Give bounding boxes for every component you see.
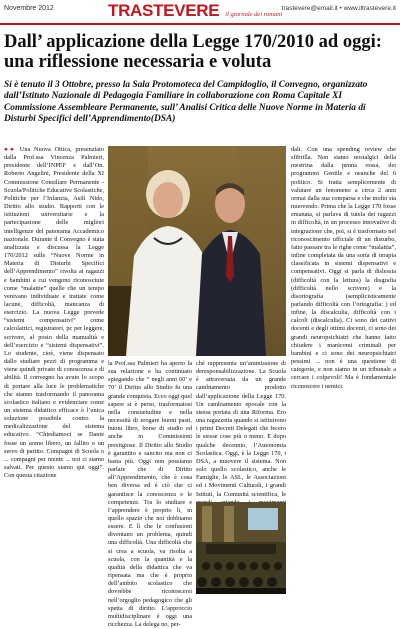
page-header (0, 0, 400, 26)
contact-info: trastevere@email.it • www.iltrastevere.it (281, 5, 396, 12)
article-headline: Dall’ applicazione della Legge 170/2010 ad oggi: una riflessione necessaria e voluta (4, 32, 382, 72)
masthead (108, 1, 282, 21)
header-rule (0, 23, 400, 25)
column-1-text: Una Nuova Ottica, presenziato dalla Prof.ssa Vincenza Palmieri, presidente dell’INPEF e dall’On. Roberto Angelini, Presidente della XI Commissione Consiliare Permanente - Scuola/Politiche Educative Scolastiche, Politiche per l’Infanzia, Asili Nido, Diritto allo studio. Rapporti con le istituzioni universitarie e la partecipazione delle migliori intelligenze del panorama Accademico nazionale. Durante il Convegno è stata analizzata e discussa la Legge 170/2012 sulle “Nuove Norme in Materia di Disturbi Specifici dell’Apprendimento” rivolta ai ragazzi e bambini a cui vengono riconosciute come “malattie” quelle che un tempo venivano individuate e trattate come lacune, difficoltà, mancanza di esercizio. La nuova Legge prevede “sistemi compensativi” come calcolatrici, registratori, pc per leggere, scrivere, al posto della manualità e dell’esercizio e “sistemi dispensativi”. Lo studente, cioè, viene dispensato dallo studiare pezzi di programma e viene quindi privato di conoscenza e di abilità. Il convegno ha avuto lo scopo di portare alla luce le problematiche che stanno trasformando il panorama scolastico italiano e evidenziare come un sistema didattico efficace è l’unica soluzione possibile contro la medicalizzazione del sistema educativo. “Chiediamoci se Dante fosse un uomo libero, un fallito o un servo di partito. Compagni di Scuola o ... compagni per niente ... noi ci siamo salvati. Per questo siamo qui oggi”. Con questa citazione (4, 146, 104, 480)
article-column-2 (108, 360, 192, 628)
article-column-4 (291, 146, 396, 594)
article-column-1 (4, 146, 104, 594)
issue-date: Novembre 2012 (4, 5, 54, 12)
masthead-tagline: il giornale dei romani (225, 11, 283, 18)
hall-photo-image (196, 502, 286, 594)
column-4-text: dali. Con una spending review che sfibrilla. Non siamo nostalgici della mestrina dalla penna rossa, dei programmi Gentile e neanche del 6 politico. Si tratta semplicemente di valutare un fenomeno a circa 2 anni ormai dalla sua comparsa e che molto sta muovendo. Prima che la Legge 170 fosse emanata, si parlava di tutela dei ragazzi in difficoltà, in un processo innovativo di integrazione che, poi, si è trasformato nel riconoscimento ufficiale di un disturbo, fatto passare tra le righe come “malattia”, infine completata da una sorta di terapia classificata in sistemi dispensativi e compensativi. Oggi si parla di dislessia (difficoltà con la lettura) la disgrafia (difficoltà nello scrivere) e la disortografia (semplicisticamente parlando difficoltà con l’ortografia: ) ed infine, la discalculia, difficoltà con i calcoli (discalculia). Ci sono dei cattivi docenti e degli ottimi docenti, ci sono dei grandi neuropsichiatri che hanno fatto chiudere i manicomi criminali per bambini e ci sono dei neuropsichiatri pessimi ... non è una questione di categorie, e non siamo in un tribunale a cercare i colpevoli! Ma è fondamentale riconoscere i nemici. (291, 146, 396, 390)
masthead-logo: TRASTEVERE (108, 1, 220, 20)
conference-hall-photo (196, 502, 286, 594)
column-2-text: la Prof.ssa Palmieri ha aperto la sua relazione e ha continuato spiegando che “ negli anni 60’ e 70’ il Diritto allo Studio fu una grande conquista. Ecco oggi quel sapere si è perso, trasformatosi nella consuetudine e nella necessità di erogare buoni pasti, buoni libro, borse di studio ed anche in Commissioni prestigiose. Il Diritto allo Studio è garantito e sancito ma non ci basta più. Oggi non possiamo parlare che di Diritto all’Apprendimento, che è cosa ben diversa ed è ciò che ci garantisce la conoscenza e le competenze. Tra lo studiare e l’apprendere è proprio lì, in quello spazio che noi dobbiamo essere. E lì che le confusioni diventano un problema, quindi una difficoltà. Una difficoltà che si crea a scuola, va risolta a scuola, con la quantità e la qualità della didattica che va ripensata ma che è proprio dell’ambito scolastico che dovrebbe riconoscersi nell’orgoglio pedagogico che gli spetta di diritto. L’approccio multidisciplinare è oggi una ricchezza. La delega no, per- (108, 360, 192, 628)
speakers-photo-image (108, 146, 286, 356)
article-column-3 (196, 360, 286, 498)
column-3-text: ché rappresenta un’ammissione di deresponsabilizzazione. La Scuola è attraversata da un grande cambiamento prodotto dall’applicazione della Legge 170. Un cambiamento epocale con la stessa portata di una Riforma. Ero una ragazzetta quando si istituirono i primi Decreti Delegati che fecero le stesse cose più o meno. E dopo qualche decennio, l’Autonomia Scolastica. Oggi, è la Legge 170, i DSA, a muovere il sistema. Non solo quello scolastico, anche le Famiglie, le ASL, le Associazioni ed i Movimenti Culturali, i grandi Istituti, la Comunità scientifica, le (196, 360, 286, 498)
conference-speakers-photo (108, 146, 286, 356)
article-deck: Si è tenuto il 3 Ottobre, presso la Sala Protomoteca del Campidoglio, il Convegno, organizzato dall’Istituto Nazionale di Pedagogia Familiare in collaborazione con Roma Capitale XI Commissione Assembleare Permanente, sull’ Analisi Critica delle Nuove Norme in Materia di Disturbi Specifici dell’Apprendimento(DSA) (4, 80, 368, 125)
bullet-marker: ●● (4, 146, 16, 153)
